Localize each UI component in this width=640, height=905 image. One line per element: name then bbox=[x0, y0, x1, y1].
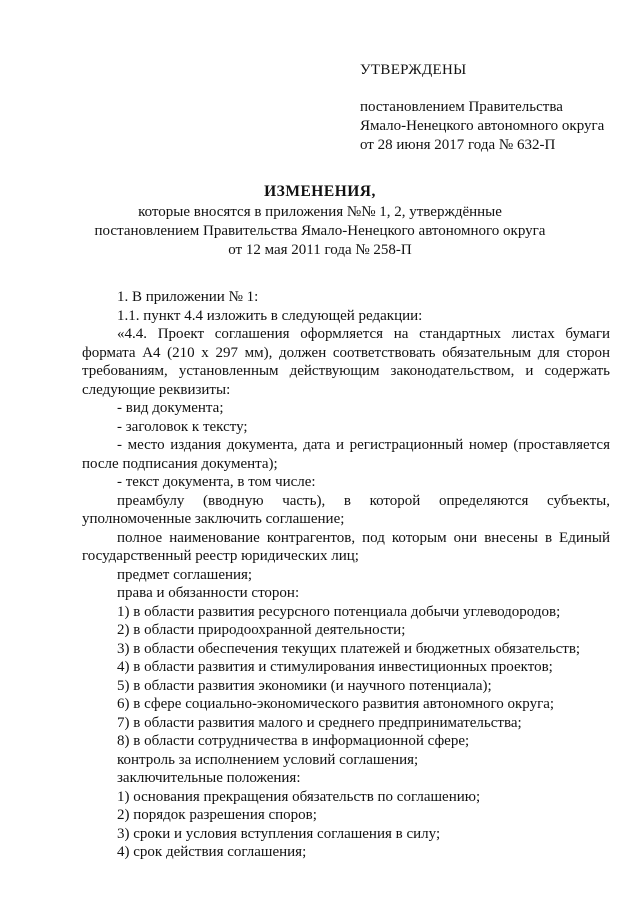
preamble-continuation: уполномоченные заключить соглашение; bbox=[82, 511, 345, 527]
final-list-item: 1) основания прекращения обязательств по соглашению; bbox=[117, 788, 481, 805]
paragraph-full-name: полное наименование контрагентов, под которым они внесены в Единый государственный реестр юридических лиц; bbox=[82, 529, 610, 564]
basis-line: постановлением Правительства bbox=[360, 99, 563, 115]
final-list-item: 2) порядок разрешения споров; bbox=[117, 807, 317, 823]
preamble-word: (вводную bbox=[203, 492, 264, 509]
paragraph-item-1: 1. В приложении № 1: bbox=[117, 289, 259, 305]
rights-list-item: 4) в области развития и стимулирования инвестиционных проектов; bbox=[117, 659, 553, 675]
rights-list-item: 1) в области развития ресурсного потенциала добычи углеводородов; bbox=[117, 603, 561, 620]
requisite-header: - заголовок к тексту; bbox=[117, 418, 248, 435]
subtitle-line: которые вносятся в приложения №№ 1, 2, утверждённые bbox=[138, 204, 502, 220]
requisite-text: - текст документа, в том числе: bbox=[117, 474, 316, 490]
requisite-place: - место издания документа, дата и регистрационный номер (проставляется после подписания документа); bbox=[82, 437, 610, 472]
preamble-word: часть), bbox=[282, 492, 326, 509]
rights-list-item: 6) в сфере социально-экономического развития автономного округа; bbox=[117, 696, 555, 712]
final-list-item: 3) сроки и условия вступления соглашения в силу; bbox=[117, 825, 441, 842]
paragraph-subject: предмет соглашения; bbox=[117, 566, 253, 583]
document-body bbox=[82, 288, 610, 862]
rights-list-item: 5) в области развития экономики (и научного потенциала); bbox=[117, 677, 492, 694]
rights-list-item: 7) в области развития малого и среднего предпринимательства; bbox=[117, 714, 522, 731]
paragraph-final: заключительные положения: bbox=[117, 770, 301, 786]
requisite-doc-type: - вид документа; bbox=[117, 400, 224, 416]
paragraph-control: контроль за исполнением условий соглашения; bbox=[117, 751, 419, 768]
paragraph-4-4: «4.4. Проект соглашения оформляется на стандартных листах бумаги формата А4 (210 х 297 мм), должен соответствовать обязательным для сторон требованиям, установленным действующим законодательством, и содержать следующие реквизиты: bbox=[82, 326, 610, 398]
basis-line: от 28 июня 2017 года № 632-П bbox=[360, 137, 556, 153]
paragraph-item-1-1: 1.1. пункт 4.4 изложить в следующей редакции: bbox=[117, 307, 423, 324]
preamble-word: преамбулу bbox=[117, 492, 185, 509]
preamble-word: определяются bbox=[438, 492, 529, 509]
rights-list-item: 8) в области сотрудничества в информационной сфере; bbox=[117, 733, 470, 749]
preamble-word: которой bbox=[369, 492, 421, 509]
subtitle-line: от 12 мая 2011 года № 258-П bbox=[228, 242, 412, 258]
document-title: ИЗМЕНЕНИЯ, bbox=[264, 183, 376, 200]
document-subtitle bbox=[0, 203, 640, 260]
basis-line: Ямало-Ненецкого автономного округа bbox=[360, 118, 605, 134]
approval-stamp: УТВЕРЖДЕНЫ bbox=[360, 62, 467, 78]
approval-basis bbox=[360, 98, 604, 155]
preamble-line bbox=[82, 492, 610, 511]
preamble-word: субъекты, bbox=[547, 492, 610, 509]
rights-list-item: 2) в области природоохранной деятельности; bbox=[117, 622, 406, 638]
final-list-item: 4) срок действия соглашения; bbox=[117, 844, 307, 860]
rights-list-item: 3) в области обеспечения текущих платежей и бюджетных обязательств; bbox=[117, 640, 581, 657]
preamble-word: в bbox=[343, 492, 351, 509]
paragraph-rights: права и обязанности сторон: bbox=[117, 585, 300, 601]
subtitle-line: постановлением Правительства Ямало-Ненецкого автономного округа bbox=[94, 223, 546, 239]
